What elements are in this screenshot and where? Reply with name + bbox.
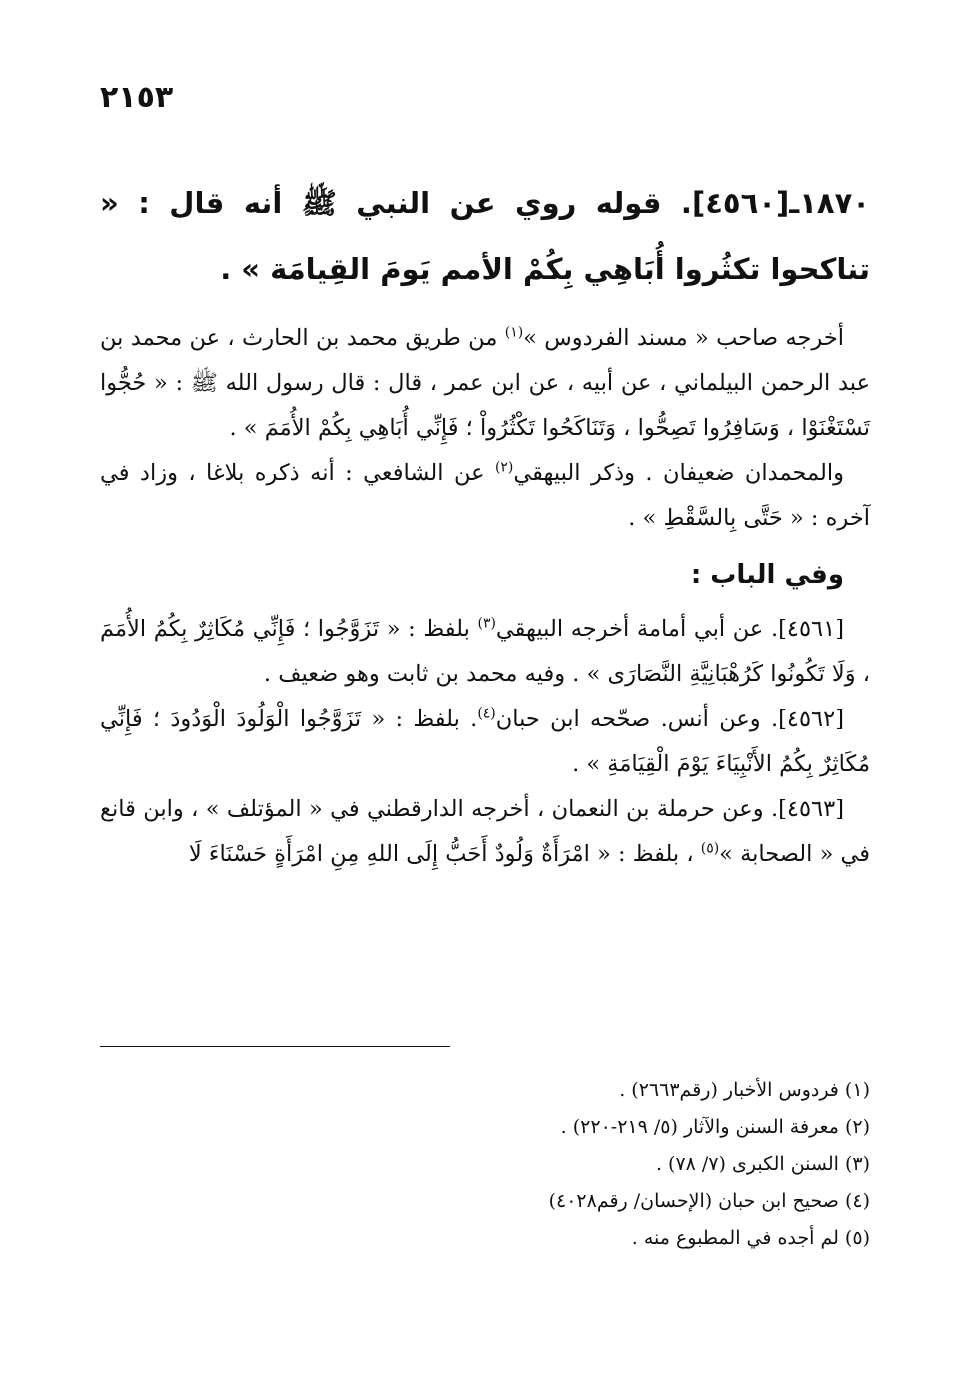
- chapter-entry: [100, 607, 870, 697]
- chapter-entry: [100, 697, 870, 787]
- commentary-paragraph: [100, 316, 870, 451]
- footnote-ref: (٤): [477, 705, 496, 722]
- page-number: ٢١٥٣: [100, 80, 174, 115]
- commentary-paragraph: [100, 451, 870, 541]
- footnote: (٤) صحيح ابن حبان (الإحسان/ رقم٤٠٢٨): [548, 1190, 870, 1212]
- footnote-ref: (٣): [477, 615, 496, 632]
- entry-text: . بلفظ : « تَزَوَّجُوا الْوَلُودَ الْوَدُودَ ؛ فَإِنِّي مُكَاثِرٌ بِكُمُ الأَنْبِيَاءَ يَوْمَ الْقِيَامَةِ » .: [100, 706, 870, 777]
- book-page: [100, 0, 870, 1388]
- paragraph-text: والمحمدان ضعيفان . وذكر البيهقي: [513, 460, 844, 486]
- entry-text: [٤٥٦٢]. وعن أنس. صحّحه ابن حبان: [495, 706, 844, 732]
- footnote-ref: (٢): [494, 459, 514, 476]
- entry-text: [٤٥٦٣]. وعن حرملة بن النعمان ، أخرجه الدارقطني في « المؤتلف » ، وابن قانع في « الصحابة »: [100, 796, 870, 867]
- commentary-block: [100, 316, 870, 877]
- paragraph-text: عن الشافعي : أنه ذكره بلاغا ، وزاد في آخره : « حَتَّى بِالسَّقْطِ » .: [100, 460, 870, 531]
- entry-text: بلفظ : « تَزَوَّجُوا ؛ فَإِنِّي مُكَاثِرٌ بِكُمُ الأُمَمَ ، وَلَا تَكُونُوا كَرُهْبَانِيَّةِ النَّصَارَى » . وفيه محمد بن ثابت وهو ضعيف .: [100, 616, 870, 687]
- footnote: (١) فردوس الأخبار (رقم٢٦٦٣) .: [619, 1079, 870, 1101]
- footnote: (٣) السنن الكبرى (٧/ ٧٨) .: [655, 1153, 870, 1175]
- paragraph-text: أخرجه صاحب « مسند الفردوس »: [523, 325, 844, 351]
- section-label: وفي الباب :: [690, 560, 844, 590]
- footnote: (٢) معرفة السنن والآثار (٥/ ٢١٩-٢٢٠) .: [560, 1116, 870, 1138]
- footnote: (٥) لم أجده في المطبوع منه .: [631, 1227, 870, 1249]
- entry-text: [٤٥٦١]. عن أبي أمامة أخرجه البيهقي: [495, 616, 844, 642]
- footnotes: [100, 1072, 870, 1257]
- chapter-entry: [100, 787, 870, 877]
- footnote-ref: (٥): [700, 840, 720, 857]
- footnote-ref: (١): [504, 324, 524, 341]
- paragraph-text: من طريق محمد بن الحارث ، عن محمد بن عبد الرحمن البيلماني ، عن أبيه ، عن ابن عمر ، قال : قال رسول الله ﷺ : « حُجُّوا تَسْتَغْنَوْا ، وَسَافِرُوا تَصِحُّوا ، وَتَنَاكَحُوا تَكْثُرُواْ ؛ فَإِنِّي أُبَاهِي بِكُمْ الأُمَمَ » .: [100, 325, 870, 441]
- entry-text: ، بلفظ : « امْرَأَةٌ وَلُودٌ أَحَبُّ إِلَى اللهِ مِنِ امْرَأَةٍ حَسْنَاءَ لَا: [188, 841, 701, 867]
- hadith-heading: ١٨٧٠ـ[٤٥٦٠]. قوله روي عن النبي ﷺ أنه قال : « تناكحوا تكثُروا أُبَاهِي بِكُمْ الأمم يَومَ القِيامَة » .: [100, 186, 870, 286]
- footnote-divider: [100, 1046, 450, 1047]
